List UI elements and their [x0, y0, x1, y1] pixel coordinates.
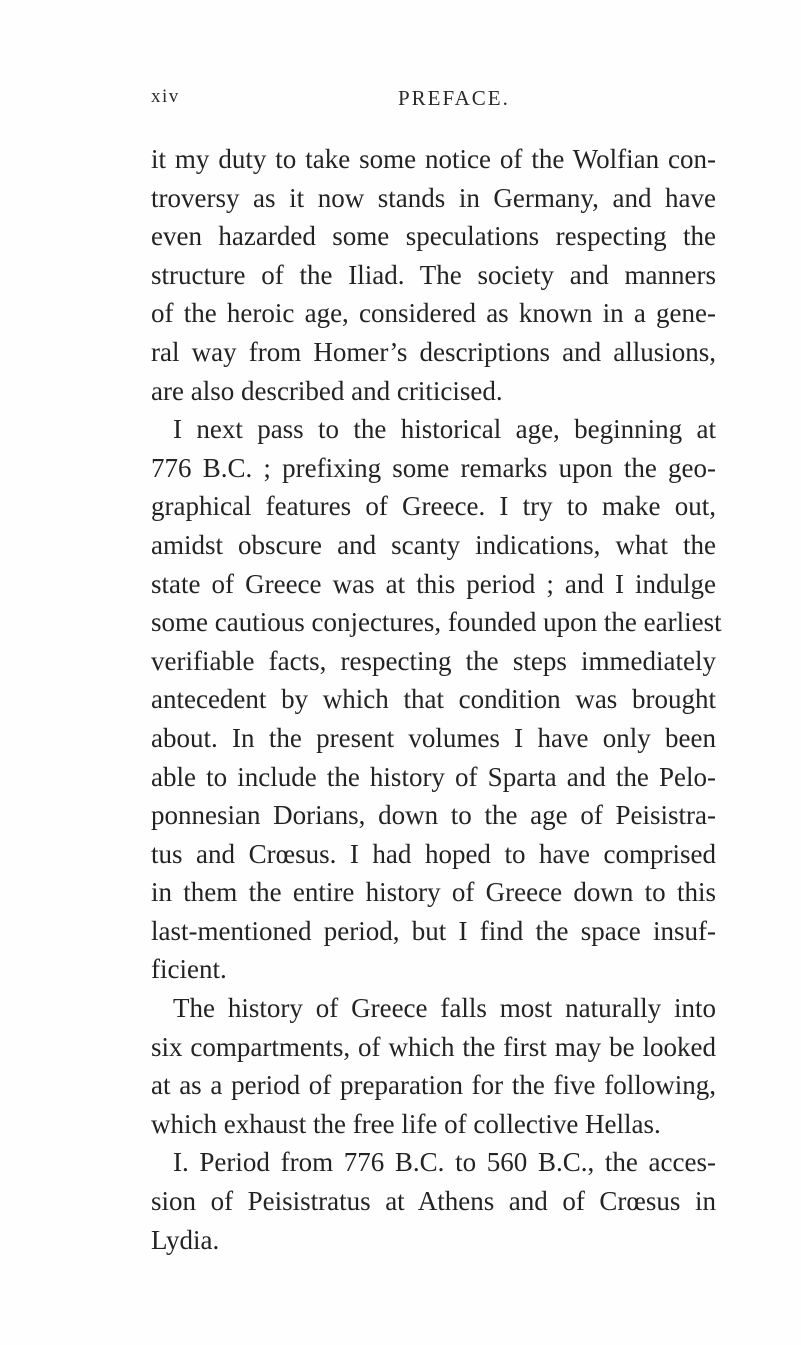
text-line: ral way from Homer’s descriptions and allusions, — [151, 336, 716, 367]
text-line: I. Period from 776 B.C. to 560 B.C., the acces- — [173, 1147, 716, 1178]
text-line: Lydia. — [151, 1224, 220, 1255]
text-line: it my duty to take some notice of the Wolfian con- — [151, 144, 716, 174]
text-line: structure of the Iliad. The society and manners — [151, 259, 716, 290]
text-line: about. In the present volumes I have only been — [151, 722, 716, 753]
text-line: six compartments, of which the first may be looked — [151, 1031, 716, 1062]
text-line: 776 B.C. ; prefixing some remarks upon the geo- — [151, 452, 716, 483]
text-line: I next pass to the historical age, beginning at — [173, 414, 716, 445]
text-line: of the heroic age, considered as known in a gene- — [151, 298, 716, 329]
text-line: verifiable facts, respecting the steps immediately — [151, 645, 716, 676]
text-line: are also described and criticised. — [151, 375, 503, 406]
paragraph-3 — [151, 989, 716, 1143]
text-line: able to include the history of Sparta and the Pelo- — [151, 761, 716, 792]
text-line: antecedent by which that condition was brought — [151, 684, 716, 715]
text-line: amidst obscure and scanty indications, what the — [151, 529, 716, 560]
body-text — [151, 140, 722, 1259]
paragraph-1 — [151, 140, 716, 410]
running-head — [151, 86, 716, 116]
text-line: at as a period of preparation for the five following, — [151, 1070, 716, 1101]
text-line: last-mentioned period, but I find the space insuf- — [151, 915, 716, 946]
paragraph-2 — [151, 410, 722, 989]
text-line: state of Greece was at this period ; and I indulge — [151, 568, 716, 599]
page-number: xiv — [151, 86, 180, 107]
text-line: which exhaust the free life of collective Hellas. — [151, 1108, 661, 1139]
paragraph-4 — [151, 1143, 716, 1259]
text-line: even hazarded some speculations respecting the — [151, 221, 716, 252]
text-line: graphical features of Greece. I try to make out, — [151, 491, 716, 522]
text-line: some cautious conjectures, founded upon the earliest — [151, 607, 722, 638]
text-line: The history of Greece falls most naturally into — [173, 993, 716, 1024]
running-title: PREFACE. — [398, 86, 510, 110]
text-line: troversy as it now stands in Germany, and have — [151, 182, 716, 213]
text-line: ficient. — [151, 954, 227, 985]
text-line: tus and Crœsus. I had hoped to have comprised — [151, 838, 716, 869]
text-line: sion of Peisistratus at Athens and of Crœsus in — [151, 1186, 716, 1217]
text-line: in them the entire history of Greece down to this — [151, 877, 716, 908]
text-line: ponnesian Dorians, down to the age of Peisistra- — [151, 800, 716, 831]
